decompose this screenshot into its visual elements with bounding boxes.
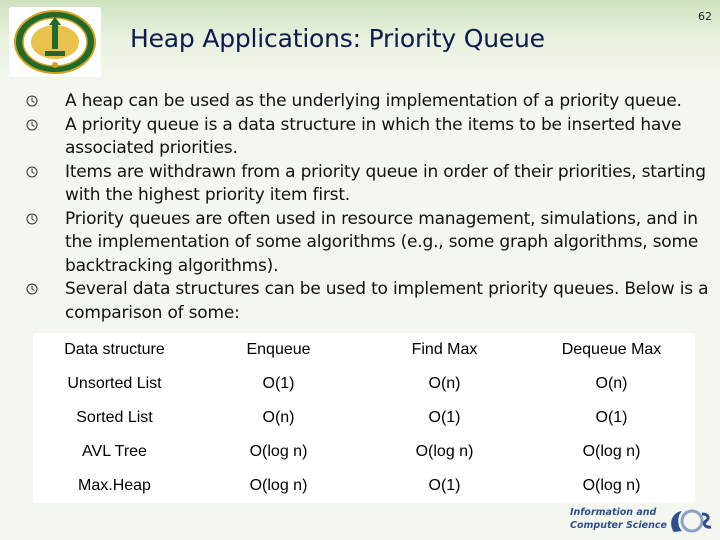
table-cell: AVL Tree — [33, 435, 196, 469]
bullet-text: Items are withdrawn from a priority queue in order of their priorities, starting with the highest priority item first. — [65, 161, 706, 205]
table-cell: Sorted List — [33, 401, 196, 435]
clock-bullet-icon — [26, 119, 38, 131]
bullet-item — [24, 278, 720, 325]
table-row — [33, 435, 695, 469]
table-cell: O(log n) — [528, 435, 695, 469]
table-cell: O(1) — [361, 469, 528, 503]
header-enqueue: Enqueue — [196, 333, 361, 367]
bullet-text: Several data structures can be used to implement priority queues. Below is a comparison of some: — [65, 279, 709, 323]
table-cell: O(1) — [196, 367, 361, 401]
table-cell: O(log n) — [361, 435, 528, 469]
table-cell: O(1) — [528, 401, 695, 435]
bullet-text: Priority queues are often used in resource management, simulations, and in the implementation of some algorithms (e.g., some graph algorithms, some backtracking algorithms). — [65, 208, 699, 276]
slide-title: Heap Applications: Priority Queue — [130, 24, 545, 53]
table-row — [33, 469, 695, 503]
footer-line-1: Information and — [570, 507, 657, 518]
table-row — [33, 401, 695, 435]
clock-bullet-icon — [26, 213, 38, 225]
bullet-item — [24, 90, 720, 114]
table-cell: O(n) — [528, 367, 695, 401]
page-number: 62 — [698, 10, 712, 23]
table-row — [33, 367, 695, 401]
clock-bullet-icon — [26, 166, 38, 178]
table-cell: O(1) — [361, 401, 528, 435]
bullet-list — [24, 90, 720, 325]
table-cell: O(log n) — [196, 435, 361, 469]
bullet-item — [24, 161, 720, 208]
university-seal-logo — [9, 7, 101, 77]
header-dequeue-max: Dequeue Max — [528, 333, 695, 367]
header-data-structure: Data structure — [33, 333, 196, 367]
table-cell: O(n) — [361, 367, 528, 401]
footer-line-2: Computer Science — [570, 520, 667, 531]
table-cell: O(n) — [196, 401, 361, 435]
bullet-item — [24, 208, 720, 279]
clock-bullet-icon — [26, 95, 38, 107]
bullet-text: A heap can be used as the underlying implementation of a priority queue. — [65, 91, 682, 111]
table-cell: Max.Heap — [33, 469, 196, 503]
clock-bullet-icon — [26, 283, 38, 295]
table-cell: O(log n) — [196, 469, 361, 503]
table-header-row — [33, 333, 695, 367]
table-cell: O(log n) — [528, 469, 695, 503]
bullet-text: A priority queue is a data structure in which the items to be inserted have associated priorities. — [65, 114, 682, 158]
table-cell: Unsorted List — [33, 367, 196, 401]
header-find-max: Find Max — [361, 333, 528, 367]
ics-mark-icon — [666, 506, 712, 536]
bullet-item — [24, 114, 720, 161]
ics-department-logo — [566, 506, 714, 536]
comparison-table — [33, 333, 695, 503]
